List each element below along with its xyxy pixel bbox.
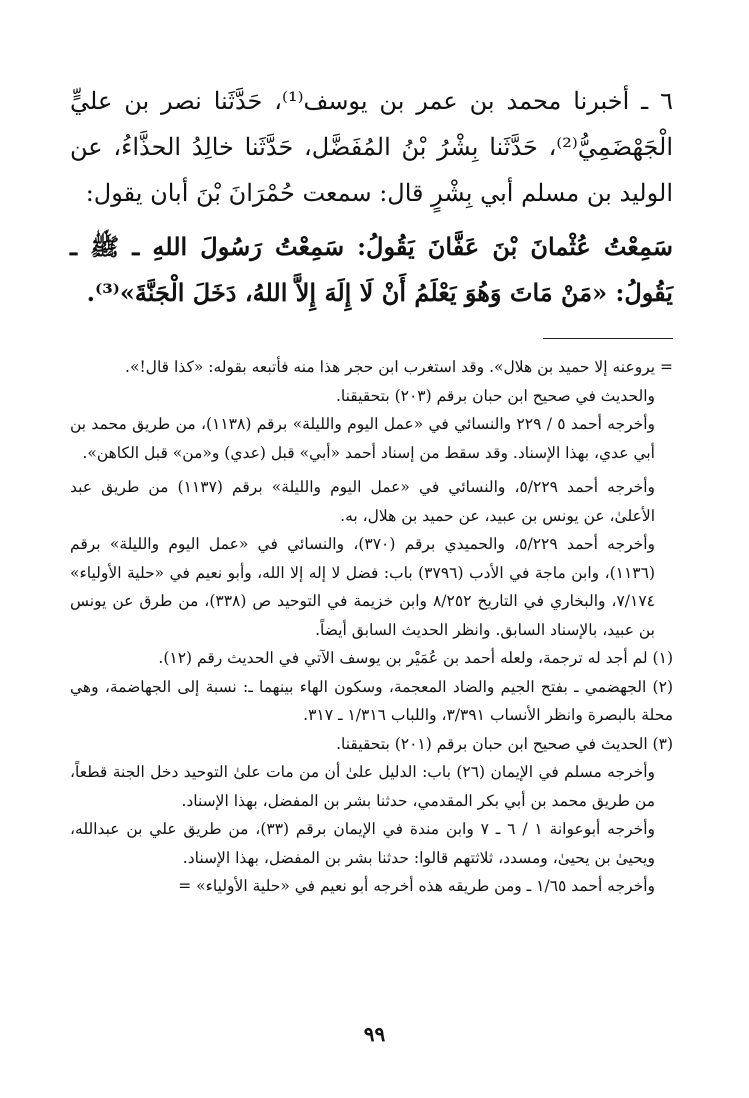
footnote-2: (٢) الجهضمي ـ بفتح الجيم والضاد المعجمة، وسكون الهاء بينهما ـ: نسبة إلى الجهاضمة، وهي محلة بالبصرة وانظر الأنساب ٣/٣٩١، واللباب ١/٣١٦ ـ ٣١٧.	[70, 677, 673, 724]
hadith-isnad: ٦ ـ أخبرنا محمد بن عمر بن يوسف⁽¹⁾، حَدَّثَنا نصر بن عليٍّ الْجَهْضَمِيُّ⁽²⁾، حَدَّثَنا بِشْرُ بْنُ المُفَضَّل، حَدَّثَنا خالِدُ الحذَّاءُ، عن الوليد بن مسلم أبي بِشْرٍ قال: سمعت حُمْرَانَ بْنَ أبان يقول:	[70, 87, 674, 207]
footnote-separator	[543, 338, 673, 339]
footnote-paragraph: وأخرجه أبوعوانة ١ / ٦ ـ ٧ وابن مندة في الإيمان برقم (٣٣)، من طريق علي بن عبدالله، ويحيىٰ بن يحيىٰ، ومسدد، ثلاثتهم قالوا: حدثنا بشر بن المفضل، بهذا الإسناد.	[70, 820, 656, 867]
hadith-matn: سَمِعْتُ عُثْمانَ بْنَ عَفَّانَ يَقُولُ: سَمِعْتُ رَسُولَ اللهِ ـ ﷺ ـ يَقُولُ: «مَنْ مَاتَ وَهُوَ يَعْلَمُ أَنْ لَا إِلَهَ إِلاَّ اللهُ، دَخَلَ الْجَنَّةَ»⁽³⁾.	[70, 232, 673, 307]
footnote-3: (٣) الحديث في صحيح ابن حبان برقم (٢٠١) بتحقيقنا.	[336, 734, 673, 753]
page-number: ٩٩	[363, 1022, 386, 1046]
footnote-paragraph: وأخرجه أحمد ٥/٢٢٩، والنسائي في «عمل اليوم والليلة» برقم (١١٣٧) من طريق عبد الأعلىٰ، عن يونس بن عبيد، عن حميد بن هلال، به.	[70, 478, 655, 525]
footnotes	[70, 353, 673, 901]
footnote-continuation: = يروعنه إلا حميد بن هلال». وقد استغرب ابن حجر هذا منه فأتبعه بقوله: «كذا قال!».	[125, 358, 673, 376]
footnote-paragraph: وأخرجه أحمد ١/٦٥ ـ ومن طريقه هذه أخرجه أبو نعيم في «حلية الأولياء» =	[178, 877, 655, 895]
footnote-paragraph: وأخرجه مسلم في الإيمان (٢٦) باب: الدليل علىٰ أن من مات علىٰ التوحيد دخل الجنة قطعاً، من طريق محمد بن أبي بكر المقدمي، حدثنا بشر بن المفضل، بهذا الإسناد.	[70, 763, 655, 810]
footnote-paragraph: وأخرجه أحمد ٥/٢٢٩، والحميدي برقم (٣٧٠)، والنسائي في «عمل اليوم والليلة» برقم (١١٣٦)، وابن ماجة في الأدب (٣٧٩٦) باب: فضل لا إله إلا الله، وأبو نعيم في «حلية الأولياء» ٧/١٧٤، والبخاري في التاريخ ٨/٢٥٢ وابن خزيمة في التوحيد ص (٣٣٨)، من طرق عن يونس بن عبيد، بالإسناد السابق. وانظر الحديث السابق أيضاً.	[70, 535, 655, 639]
footnote-paragraph: وأخرجه أحمد ٥ / ٢٢٩ والنسائي في «عمل اليوم والليلة» برقم (١١٣٨)، من طريق محمد بن أبي عدي، بهذا الإسناد. وقد سقط من إسناد أحمد «أبي» قبل (عدي) و«من» قبل الكاهن».	[70, 415, 656, 462]
footnote-1: (١) لم أجد له ترجمة، ولعله أحمد بن عُمَيْر بن يوسف الآتي في الحديث رقم (١٢).	[158, 649, 673, 667]
footnote-paragraph: والحديث في صحيح ابن حبان برقم (٢٠٣) بتحقيقنا.	[335, 386, 655, 405]
main-text	[70, 78, 673, 316]
